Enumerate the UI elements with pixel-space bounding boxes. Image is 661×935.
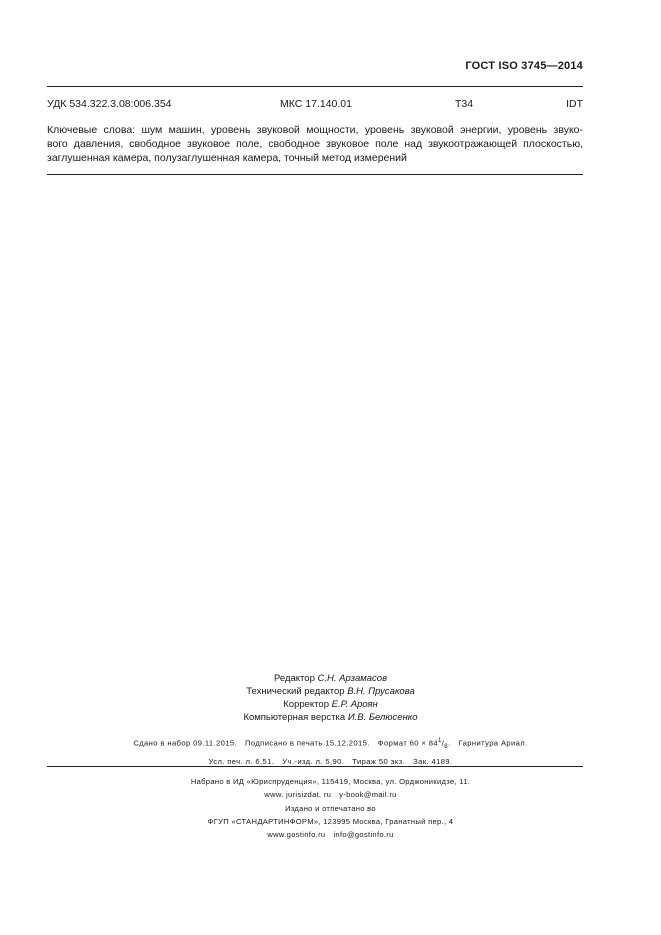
credit-proofreader: Корректор Е.Р. Ароян (283, 699, 378, 710)
publisher-block (0, 775, 661, 841)
credit-layout: Компьютерная верстка И.В. Белюсенко (243, 712, 418, 723)
classification-row (47, 98, 583, 112)
email-link[interactable]: info@gostinfo.ru (333, 830, 394, 840)
standard-code: ГОСТ ISO 3745—2014 (465, 60, 583, 72)
category-code: Т34 (455, 98, 474, 110)
mks-code: МКС 17.140.01 (280, 98, 352, 110)
imprint-block (0, 735, 661, 768)
top-divider (47, 86, 583, 87)
imprint-line: Усл. печ. л. 6,51. Уч.-изд. л. 5,90. Тираж 50 экз. Зак. 4189. (208, 756, 453, 766)
publisher-contacts-1 (0, 788, 661, 801)
credits-block (0, 672, 661, 724)
udk-code: УДК 534.322.3.08:006.354 (47, 98, 172, 110)
equivalence-code: IDT (566, 98, 583, 110)
credit-tech-editor: Технический редактор В.Н. Прусакова (246, 686, 415, 697)
keywords-line: заглушенная камера, полузаглушенная камера, точный метод измерений (47, 152, 407, 164)
email-link[interactable]: y-book@mail.ru (339, 790, 397, 800)
website-link[interactable]: www.gostinfo.ru (267, 830, 326, 840)
keywords-divider (47, 174, 583, 175)
imprint-divider (47, 766, 583, 767)
imprint-line: Сдано в набор 09.11.2015. Подписано в печать 15.12.2015. Формат $60 \times 84^1/_8$. Гарнитура Ариал. (133, 738, 528, 751)
keywords-line: вого давления, свободное звуковое поле, свободное звуковое поле над звукоотражающей плоскостью, (47, 138, 583, 150)
typeset-at: Набрано в ИД «Юриспруденция», 115419, Москва, ул. Орджоникидзе, 11. (190, 777, 471, 786)
keywords-block (47, 123, 583, 165)
credit-editor: Редактор С.Н. Арзамасов (273, 673, 388, 684)
website-link[interactable]: www. jurisizdat. ru (264, 790, 332, 800)
keywords-line: Ключевые слова: шум машин, уровень звуковой мощности, уровень звуковой энергии, уровень звуко- (47, 124, 583, 136)
printed-note: Издано и отпечатано во (285, 803, 376, 813)
printer: ФГУП «СТАНДАРТИНФОРМ», 123995 Москва, Гранатный пер., 4 (207, 816, 454, 826)
publisher-contacts-2 (0, 828, 661, 841)
